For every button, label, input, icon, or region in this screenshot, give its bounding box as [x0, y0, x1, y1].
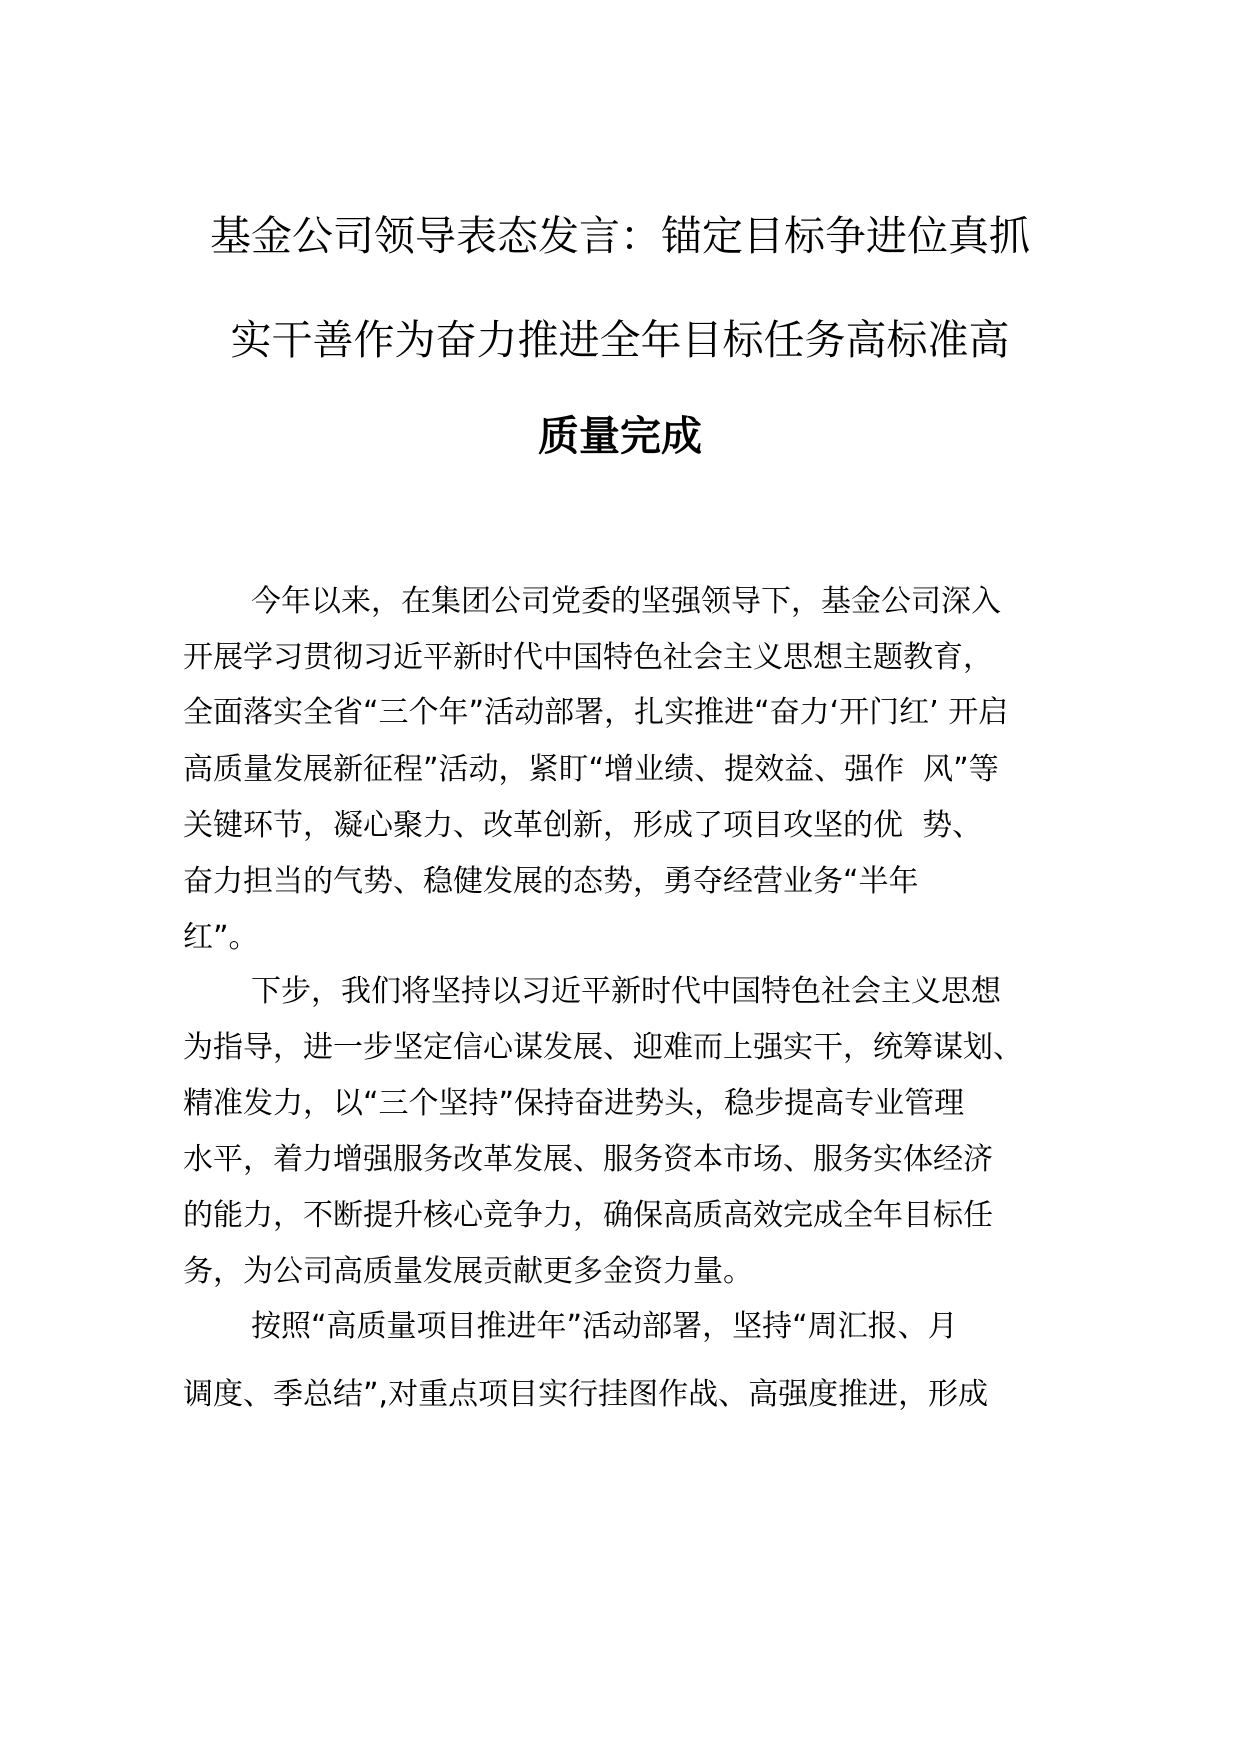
body-line-7: 红”。: [183, 920, 259, 955]
body-line-15: 调度、季总结”,对重点项目实行挂图作战、高强度推进，形成: [183, 1377, 989, 1412]
body-line-3: 全面落实全省“三个年”活动部署，扎实推进“奋力‘开门红’ 开启: [183, 695, 1009, 730]
body-line-13: 务，为公司高质量发展贡献更多金资力量。: [183, 1254, 753, 1289]
document-title-line-2: 实干善作为奋力推进全年目标任务高标准高: [230, 316, 1010, 364]
document-title-line-1: 基金公司领导表态发言：锚定目标争进位真抓: [210, 212, 1030, 260]
document-title-line-3: 质量完成: [538, 412, 702, 460]
body-line-9: 为指导，进一步坚定信心谋发展、迎难而上强实干，统筹谋划、: [183, 1030, 1023, 1065]
body-line-10: 精准发力，以“三个坚持”保持奋进势头，稳步提高专业管理: [183, 1086, 965, 1121]
body-line-6: 奋力担当的气势、稳健发展的态势，勇夺经营业务“半年: [183, 864, 919, 899]
body-line-4: 高质量发展新征程”活动，紧盯“增业绩、提效益、强作 风”等: [183, 752, 999, 787]
body-line-5: 关键环节，凝心聚力、改革创新，形成了项目攻坚的优 势、: [183, 808, 983, 843]
body-line-1: 今年以来，在集团公司党委的坚强领导下，基金公司深入: [251, 584, 1001, 619]
body-line-8: 下步，我们将坚持以习近平新时代中国特色社会主义思想: [251, 974, 1001, 1009]
body-line-11: 水平，着力增强服务改革发展、服务资本市场、服务实体经济: [183, 1142, 993, 1177]
body-line-14: 按照“高质量项目推进年”活动部署，坚持“周汇报、月: [251, 1309, 958, 1344]
body-line-12: 的能力，不断提升核心竞争力，确保高质高效完成全年目标任: [183, 1198, 993, 1233]
body-line-2: 开展学习贯彻习近平新时代中国特色社会主义思想主题教育，: [183, 640, 993, 675]
